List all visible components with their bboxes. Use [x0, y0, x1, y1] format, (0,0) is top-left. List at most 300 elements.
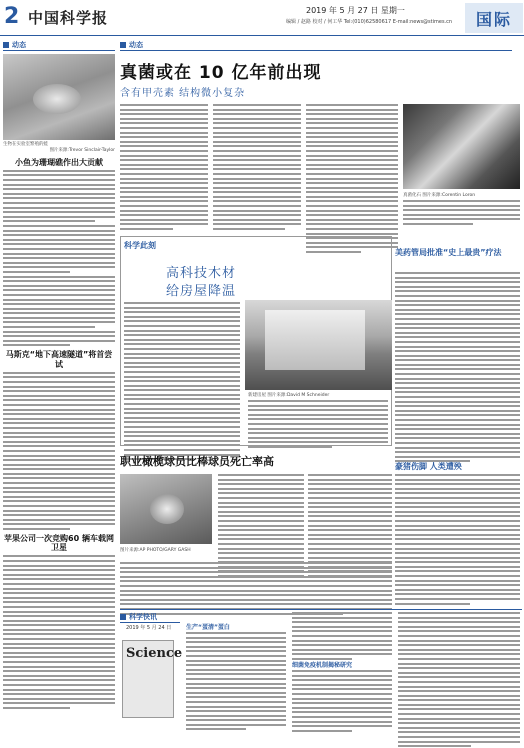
text-line	[3, 445, 115, 447]
text-line	[3, 707, 70, 709]
text-line	[395, 428, 520, 430]
text-line	[398, 704, 520, 706]
text-line	[395, 557, 520, 559]
text-line	[3, 299, 115, 301]
text-line	[120, 594, 392, 596]
feature-body-left	[124, 302, 240, 463]
text-line	[124, 408, 240, 410]
text-line	[395, 497, 520, 499]
text-line	[306, 132, 398, 134]
main-headline: 真菌或在 10 亿年前出现	[120, 63, 322, 83]
text-line	[395, 525, 520, 527]
text-line	[395, 515, 520, 517]
text-line	[120, 590, 392, 592]
text-line	[213, 191, 301, 193]
text-line	[395, 304, 520, 306]
text-line	[395, 548, 520, 550]
text-line	[308, 506, 392, 508]
text-line	[306, 228, 398, 230]
text-line	[292, 630, 392, 632]
text-line	[292, 725, 392, 727]
text-line	[395, 479, 520, 481]
text-line	[218, 548, 304, 550]
text-line	[186, 692, 286, 694]
text-line	[395, 561, 520, 563]
player-caption: 图片来源:AP PHOTO/GARY GASH	[120, 548, 191, 553]
text-line	[124, 371, 240, 373]
text-line	[3, 294, 115, 296]
story-body	[3, 555, 115, 709]
text-line	[3, 404, 115, 406]
text-line	[398, 672, 520, 674]
text-line	[308, 543, 392, 545]
text-line	[3, 399, 115, 401]
text-line	[398, 626, 520, 628]
text-line	[3, 308, 115, 310]
text-line	[308, 502, 392, 504]
text-line	[120, 580, 392, 582]
square-icon	[3, 42, 9, 48]
text-line	[186, 632, 286, 634]
text-line	[248, 446, 332, 448]
right-story-title: 豪猪伤脚 人类遭殃	[395, 462, 462, 471]
text-line	[213, 159, 301, 161]
text-line	[395, 424, 520, 426]
text-line	[248, 400, 388, 402]
text-line	[120, 214, 208, 216]
text-line	[124, 357, 240, 359]
text-line	[120, 599, 392, 601]
text-line	[3, 432, 115, 434]
text-line	[308, 511, 392, 513]
text-line	[213, 132, 301, 134]
text-line	[3, 578, 115, 580]
text-line	[120, 173, 208, 175]
text-line	[3, 624, 115, 626]
text-line	[398, 649, 520, 651]
text-line	[120, 567, 392, 569]
text-line	[124, 435, 240, 437]
text-line	[120, 187, 208, 189]
caption-text: 生物在实验室繁殖的蛙	[3, 142, 48, 147]
text-line	[3, 647, 115, 649]
text-line	[124, 417, 240, 419]
text-line	[3, 487, 115, 489]
text-line	[308, 525, 392, 527]
text-line	[248, 409, 388, 411]
text-line	[398, 630, 520, 632]
square-icon	[120, 42, 126, 48]
text-line	[3, 230, 115, 232]
text-line	[395, 506, 520, 508]
kicker-label: 动态	[12, 41, 26, 49]
text-line	[395, 286, 520, 288]
text-line	[248, 423, 388, 425]
text-line	[398, 640, 520, 642]
text-line	[213, 228, 285, 230]
text-line	[3, 436, 115, 438]
text-line	[398, 676, 520, 678]
text-line	[395, 442, 520, 444]
text-line	[403, 209, 520, 211]
text-line	[218, 483, 304, 485]
left-kicker	[3, 40, 115, 51]
text-line	[120, 182, 208, 184]
brief-body	[398, 612, 520, 748]
text-line	[3, 239, 115, 241]
text-line	[395, 323, 520, 325]
text-line	[218, 492, 304, 494]
text-line	[3, 234, 115, 236]
text-line	[395, 474, 520, 476]
text-line	[3, 257, 115, 259]
text-line	[213, 164, 301, 166]
text-line	[3, 243, 115, 245]
text-line	[213, 109, 301, 111]
text-line	[120, 178, 208, 180]
text-line	[3, 390, 115, 392]
text-line	[398, 667, 520, 669]
text-line	[398, 612, 520, 614]
house-photo	[245, 300, 392, 390]
text-line	[186, 660, 286, 662]
text-line	[306, 141, 398, 143]
text-line	[398, 644, 520, 646]
text-line	[292, 711, 392, 713]
text-line	[3, 280, 115, 282]
text-line	[186, 655, 286, 657]
text-line	[124, 366, 240, 368]
text-line	[120, 132, 208, 134]
text-line	[3, 422, 115, 424]
text-line	[3, 491, 115, 493]
text-line	[395, 290, 520, 292]
text-line	[3, 620, 115, 622]
text-line	[124, 403, 240, 405]
text-line	[3, 505, 115, 507]
text-line	[124, 376, 240, 378]
text-line	[124, 330, 240, 332]
text-line	[308, 520, 392, 522]
fungus-photo	[403, 104, 520, 189]
text-line	[248, 405, 388, 407]
text-line	[308, 474, 392, 476]
text-line	[124, 311, 240, 313]
square-icon	[120, 614, 126, 620]
text-line	[213, 104, 301, 106]
text-line	[124, 362, 240, 364]
text-line	[306, 164, 398, 166]
text-line	[398, 718, 520, 720]
text-line	[395, 373, 520, 375]
text-line	[292, 698, 392, 700]
text-line	[395, 295, 520, 297]
text-line	[395, 575, 520, 577]
text-line	[213, 196, 301, 198]
text-line	[124, 421, 240, 423]
text-line	[395, 492, 520, 494]
text-line	[213, 150, 301, 152]
text-line	[395, 313, 520, 315]
text-line	[395, 589, 520, 591]
text-line	[3, 643, 115, 645]
text-line	[218, 525, 304, 527]
text-line	[3, 588, 115, 590]
weekday-text: 星期一	[380, 6, 405, 15]
text-line	[3, 344, 70, 346]
text-line	[120, 118, 208, 120]
text-line	[395, 391, 520, 393]
text-line	[292, 721, 392, 723]
editor-line: 编辑 / 赵路 校对 / 何工华 Tel:(010)62580617 E-mail:news@stimes.cn	[286, 19, 453, 25]
text-line	[218, 506, 304, 508]
text-line	[213, 118, 301, 120]
text-line	[3, 583, 115, 585]
text-line	[395, 405, 520, 407]
text-line	[306, 223, 398, 225]
text-line	[308, 534, 392, 536]
text-line	[3, 248, 115, 250]
text-line	[3, 482, 115, 484]
text-line	[3, 698, 115, 700]
text-line	[3, 528, 70, 530]
text-line	[3, 702, 115, 704]
text-line	[120, 196, 208, 198]
text-line	[398, 722, 520, 724]
right-story-title: 美药管局批准“史上最贵”疗法	[395, 248, 502, 257]
text-line	[3, 464, 115, 466]
text-line	[306, 127, 398, 129]
page-number: 2	[4, 4, 20, 29]
text-line	[395, 414, 520, 416]
text-line	[395, 584, 520, 586]
text-line	[218, 552, 304, 554]
text-line	[186, 683, 286, 685]
text-line	[124, 426, 240, 428]
text-line	[213, 136, 301, 138]
text-line	[292, 675, 392, 677]
text-line	[395, 401, 520, 403]
text-line	[213, 155, 301, 157]
text-line	[395, 580, 520, 582]
text-line	[124, 431, 240, 433]
text-line	[306, 150, 398, 152]
text-line	[398, 663, 520, 665]
text-line	[218, 520, 304, 522]
text-line	[248, 441, 388, 443]
text-line	[395, 534, 520, 536]
brief-title: 细菌免疫机制揭秘研究	[292, 662, 353, 669]
text-line	[3, 670, 115, 672]
text-line	[120, 210, 208, 212]
text-line	[3, 615, 115, 617]
text-line	[3, 207, 115, 209]
feature-body-right	[248, 400, 388, 451]
main-col-2	[213, 104, 301, 233]
text-line	[308, 492, 392, 494]
text-line	[398, 745, 471, 747]
text-line	[3, 202, 115, 204]
text-line	[3, 675, 115, 677]
text-line	[218, 474, 304, 476]
text-line	[3, 276, 115, 278]
text-line	[3, 611, 115, 613]
story-title: 马斯克“地下高速隧道”将首尝试	[5, 350, 113, 369]
text-line	[395, 341, 520, 343]
text-line	[3, 193, 115, 195]
right-story-body	[395, 272, 520, 465]
text-line	[186, 669, 286, 671]
mid-headline: 职业橄榄球员比棒球员死亡率高	[120, 455, 274, 468]
text-line	[213, 141, 301, 143]
text-line	[3, 555, 115, 557]
text-line	[248, 428, 388, 430]
text-line	[120, 200, 208, 202]
text-line	[120, 113, 208, 115]
text-line	[395, 387, 520, 389]
text-line	[3, 266, 115, 268]
text-line	[3, 427, 115, 429]
brief-body	[292, 612, 392, 663]
text-line	[120, 168, 208, 170]
text-line	[398, 741, 520, 743]
main-col-1	[120, 104, 208, 233]
text-line	[398, 617, 520, 619]
text-line	[308, 488, 392, 490]
text-line	[120, 191, 208, 193]
text-line	[124, 440, 240, 442]
issue-date	[306, 5, 405, 16]
text-line	[186, 701, 286, 703]
feature-tag: 科学此刻	[124, 241, 156, 250]
text-line	[3, 170, 115, 172]
text-line	[120, 219, 208, 221]
text-line	[124, 353, 240, 355]
text-line	[3, 666, 115, 668]
text-line	[306, 219, 398, 221]
text-line	[395, 566, 520, 568]
text-line	[3, 450, 115, 452]
text-line	[306, 109, 398, 111]
text-line	[395, 309, 520, 311]
text-line	[3, 679, 115, 681]
text-line	[395, 332, 520, 334]
story-title: 苹果公司一次竞购60 辆车载网卫星	[4, 534, 114, 553]
masthead	[0, 0, 524, 36]
text-line	[398, 713, 520, 715]
text-line	[292, 640, 392, 642]
text-line	[306, 168, 398, 170]
text-line	[3, 606, 115, 608]
text-line	[3, 188, 115, 190]
text-line	[3, 689, 115, 691]
text-line	[3, 693, 115, 695]
text-line	[3, 331, 115, 333]
text-line	[306, 200, 398, 202]
text-line	[213, 210, 301, 212]
text-line	[398, 681, 520, 683]
text-line	[306, 136, 398, 138]
text-line	[308, 538, 392, 540]
text-line	[120, 562, 392, 564]
text-line	[248, 437, 388, 439]
feature-headline-1: 高科技木材	[166, 266, 237, 281]
text-line	[120, 122, 208, 124]
journal-logo: Science	[126, 646, 183, 661]
text-line	[3, 661, 115, 663]
text-line	[124, 398, 240, 400]
text-line	[120, 155, 208, 157]
text-line	[218, 488, 304, 490]
text-line	[218, 538, 304, 540]
text-line	[124, 394, 240, 396]
text-line	[3, 220, 95, 222]
text-line	[292, 621, 392, 623]
text-line	[398, 708, 520, 710]
text-line	[395, 396, 520, 398]
text-line	[120, 585, 392, 587]
text-line	[398, 736, 520, 738]
text-line	[292, 730, 352, 732]
text-line	[3, 413, 115, 415]
text-line	[120, 228, 173, 230]
text-line	[395, 336, 520, 338]
text-line	[403, 205, 520, 207]
text-line	[3, 271, 70, 273]
text-line	[218, 543, 304, 545]
text-line	[3, 225, 115, 227]
text-line	[3, 418, 115, 420]
kicker-label: 科学快讯	[129, 613, 157, 621]
frog-photo	[3, 54, 115, 140]
date-text: 2019 年 5 月 27 日	[306, 6, 379, 15]
text-line	[3, 441, 115, 443]
text-line	[306, 113, 398, 115]
text-line	[186, 687, 286, 689]
text-line	[218, 557, 304, 559]
text-line	[308, 529, 392, 531]
text-line	[395, 277, 520, 279]
text-line	[306, 118, 398, 120]
text-line	[213, 219, 301, 221]
text-line	[186, 650, 286, 652]
text-line	[292, 653, 392, 655]
main-col-3	[306, 104, 398, 256]
text-line	[120, 159, 208, 161]
text-line	[3, 496, 115, 498]
text-line	[218, 497, 304, 499]
text-line	[120, 205, 208, 207]
text-line	[395, 433, 520, 435]
text-line	[403, 218, 520, 220]
text-line	[124, 412, 240, 414]
text-line	[3, 601, 115, 603]
text-line	[186, 715, 286, 717]
feature-headline-2: 给房屋降温	[166, 284, 237, 299]
text-line	[3, 211, 115, 213]
text-line	[213, 113, 301, 115]
kicker-label: 动态	[129, 41, 143, 49]
text-line	[3, 514, 115, 516]
house-caption: 新建房屋 图片来源:David M Schneider	[248, 393, 330, 398]
text-line	[395, 603, 470, 605]
text-line	[124, 302, 240, 304]
text-line	[3, 303, 115, 305]
text-line	[395, 483, 520, 485]
text-line	[3, 565, 115, 567]
section-label: 国际	[465, 3, 523, 33]
text-line	[395, 410, 520, 412]
